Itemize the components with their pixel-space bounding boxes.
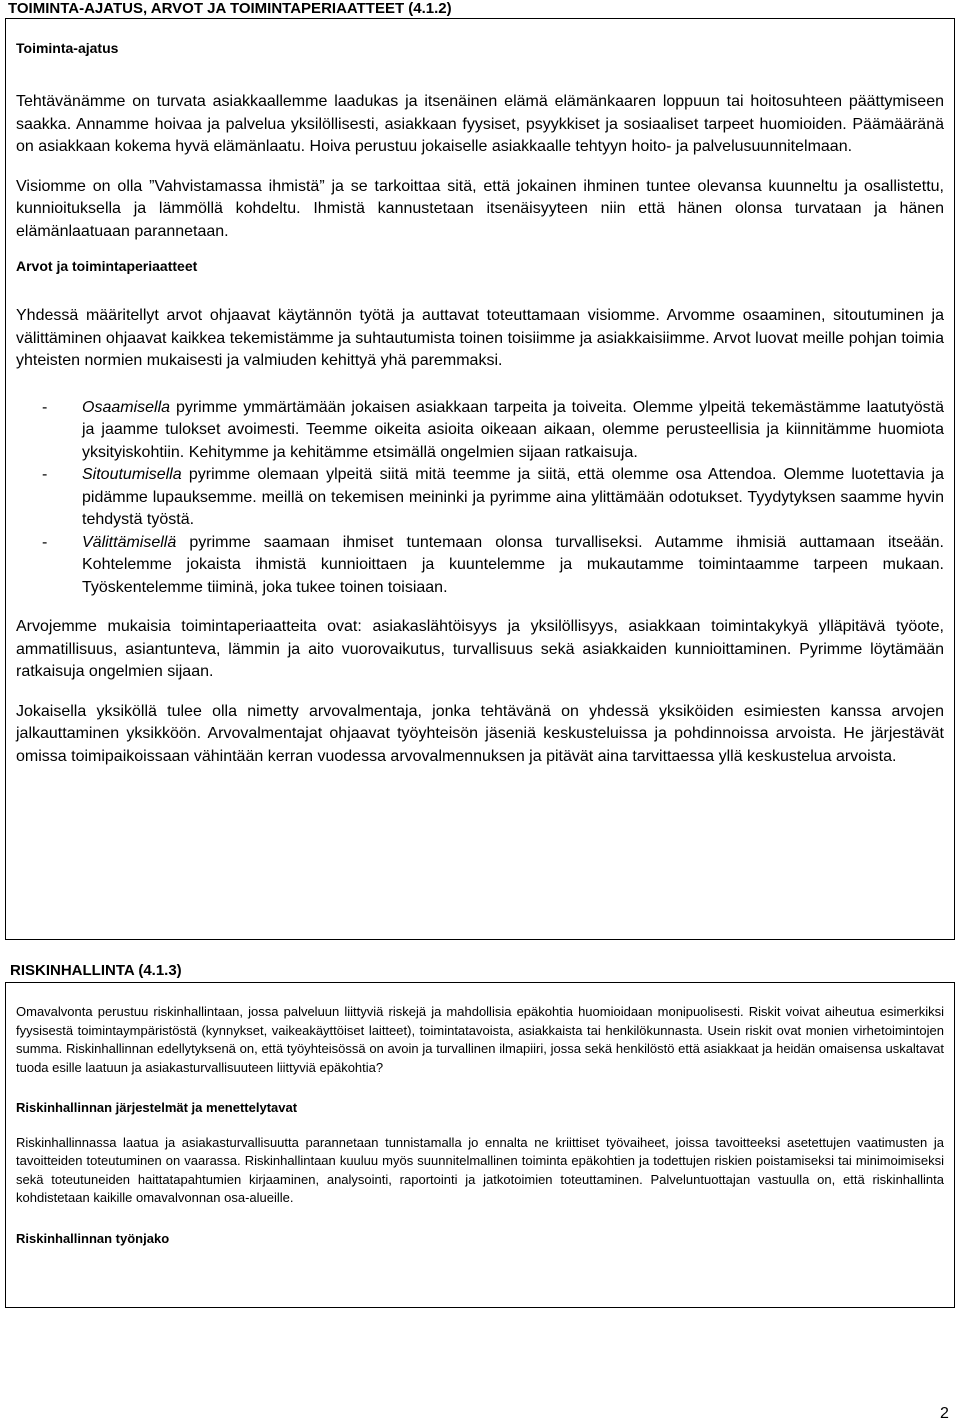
vision-paragraph: Visiomme on olla ”Vahvistamassa ihmistä” ja se tarkoittaa sitä, että jokainen ihminen tuntee olevansa kuunneltu ja osallistettu, kunnioituksella ja lämmöllä kohdeltu. Ihmistä kannustetaan itsenäisyyteen niin että hänen olonsa turvataan ja hänen elämänlaatuaan parannetaan. [16, 177, 944, 240]
risk-systems-subtitle: Riskinhallinnan järjestelmät ja menettelytavat [16, 1100, 298, 1115]
mission-paragraph: Tehtävänämme on turvata asiakkaallemme laadukas ja itsenäinen elämä elämänkaaren loppuun tai hoitosuhteen päättymiseen saakka. Annamme hoivaa ja palvelua yksilöllisesti, asiakkaan fyysiset, psyykkiset ja sosiaaliset tarpeet huomioiden. Päämääränä on asiakkaan kokema hyvä elämänlaatu. Hoiva perustuu jokaiselle asiakkaalle tehtyyn hoito- ja palvelusuunnitelmaan. [16, 93, 944, 155]
risk-intro-paragraph: Omavalvonta perustuu riskinhallintaan, jossa palveluun liittyviä riskejä ja mahdollisia epäkohtia huomioidaan monipuolisesti. Riskit voivat aiheutua esimerkiksi fyysisestä toimintaympäristöstä (kynnykset, vaikeakäyttöiset laitteet), toimintatavoista, asiakkaista tai henkilökunnasta. Usein riskit ovat monien virhetoimintojen summa. Riskinhallinnan edellytyksenä on, että työyhteisössä on avoin ja turvallinen ilmapiiri, jossa sekä henkilöstö että asiakkaat ja heidän omaisensa uskaltavat tuoda esille laatuun ja asiakasturvallisuuteen liittyviä epäkohtia? [16, 1004, 944, 1075]
values-bullet-list [16, 397, 944, 600]
bullet-term: Sitoutumisella [82, 466, 182, 483]
list-item [16, 397, 944, 465]
risk-systems-paragraph: Riskinhallinnassa laatua ja asiakasturvallisuutta parannetaan tunnistamalla jo ennalta ne kriittiset työvaiheet, joissa tavoitteeksi asetettujen vaatimusten ja tavoitteiden toteutuminen on vaarassa. Riskinhallintaan kuuluu myös suunnitelmallinen toiminta epäkohtien ja todettujen riskien poistamiseksi tai minimoimiseksi sekä toteutuneiden haittatapahtumien kirjaaminen, analysointi, raportointi ja jatkotoimien toteuttaminen. Palveluntuottajan vastuulla on, että riskinhallinta kohdistetaan kaikille omavalvonnan osa-alueille. [16, 1134, 944, 1205]
risk-division-subtitle: Riskinhallinnan työnjako [16, 1230, 170, 1246]
risk-management-heading: RISKINHALLINTA (4.1.3) [10, 962, 182, 979]
bullet-term: Välittämisellä [82, 533, 177, 551]
bullet-dash: - [42, 466, 48, 483]
bullet-dash: - [42, 533, 48, 551]
bullet-text: pyrimme saamaan ihmiset tuntemaan olonsa turvalliseksi. Autamme ihmisiä auttamaan itseään. Kohtelemme jokaista ihmistä kunnioittaen ja kuuntelemme ja mukautamme toimintaamme tarpeen mukaan. Työskentelemme tiiminä, joka tukee toinen toisiaan. [82, 533, 944, 596]
bullet-text: pyrimme ymmärtämään jokaisen asiakkaan tarpeita ja toiveita. Olemme ylpeitä tekemästämme laatutyöstä ja jaamme tulokset avoimesti. Teemme oikeita asioita oikeaan aikaan, olemme perusteellisia ja kiinnitämme huomiota yksityiskohtiin. Kehitymme ja kehitämme etsimällä ongelmien sijaan ratkaisuja. [82, 398, 944, 461]
document-main-heading: TOIMINTA-AJATUS, ARVOT JA TOIMINTAPERIAATTEET (4.1.2) [8, 0, 452, 17]
list-item [16, 532, 944, 600]
mission-subtitle: Toiminta-ajatus [16, 40, 119, 56]
value-coach-paragraph: Jokaisella yksiköllä tulee olla nimetty arvovalmentaja, jonka tehtävänä on yhdessä yksiköiden esimiesten kanssa arvojen jalkauttaminen yksikköön. Arvovalmentajat ohjaavat työyhteisön jäseniä keskusteluissa ja pohdinnoissa arvoista. He järjestävät omissa toimipaikoissaan vähintään kerran vuodessa arvovalmennuksen ja pitävät aina tarvittaessa yllä keskustelua arvoista. [16, 702, 944, 765]
list-item [16, 464, 944, 532]
bullet-text: pyrimme olemaan ylpeitä siitä mitä teemme ja siitä, että olemme osa Attendoa. Olemme luotettavia ja pidämme lupauksemme. meillä on tekemisen meininki ja pyrimme aina ylittämään odotukset. Tyydytyksen saamme hyvin tehdystä työstä. [82, 466, 944, 528]
values-subtitle: Arvot ja toimintaperiaatteet [16, 258, 198, 274]
principles-paragraph: Arvojemme mukaisia toimintaperiaatteita ovat: asiakaslähtöisyys ja yksilöllisyys, asiakkaan toimintakykyä ylläpitävä työote, ammatillisuus, asiantunteva, lämmin ja aito vuorovaikutus, turvallisuus sekä asiakkaiden kunnioittaminen. Pyrimme löytämään ratkaisuja ongelmien sijaan. [16, 618, 944, 680]
values-section-box [5, 18, 955, 940]
values-intro-paragraph: Yhdessä määritellyt arvot ohjaavat käytännön työtä ja auttavat toteuttamaan visiomme. Arvomme osaaminen, sitoutuminen ja välittäminen ohjaavat kaikkea tekemistämme ja suhtautumista toinen toisiimme ja asiakkaisiimme. Arvot luovat meille pohjan toimia yhteisten normien mukaisesti ja valmiuden kehittyä yhä paremmaksi. [16, 307, 944, 369]
page-number: 2 [940, 1405, 949, 1422]
bullet-dash: - [42, 398, 48, 416]
risk-section-box [5, 982, 955, 1308]
bullet-term: Osaamisella [82, 398, 171, 416]
